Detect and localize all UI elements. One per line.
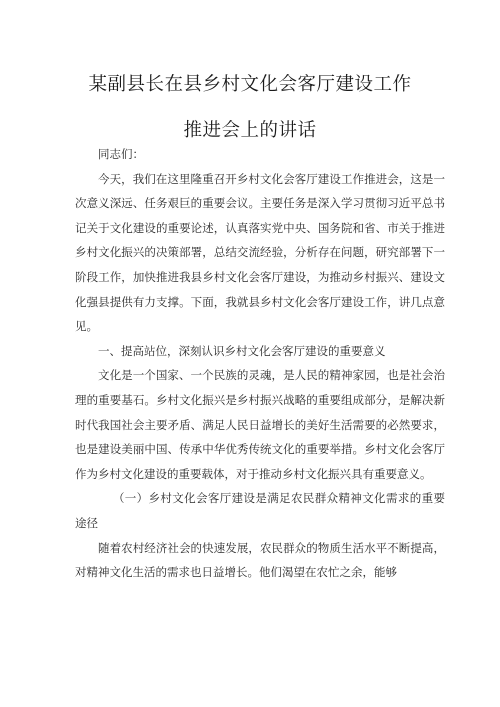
subsection-heading-1: （一）乡村文化会客厅建设是满足农民群众精神文化需求的重要途径 <box>75 491 445 530</box>
section-heading-1: 一、提高站位，深刻认识乡村文化会客厅建设的重要意义 <box>98 343 386 358</box>
document-title-line-1: 某副县长在县乡村文化会客厅建设工作 <box>88 74 412 95</box>
paragraph-subsection-1: 随着农村经济社会的快速发展，农民群众的物质生活水平不断提高，对精神文化生活的需求也日益增长。他们渴望在农忙之余，能够 <box>75 540 445 580</box>
paragraph-section-1: 文化是一个国家、一个民族的灵魂，是人民的精神家园，也是社会治理的重要基石。乡村文化振兴是乡村振兴战略的重要组成部分，是解决新时代我国社会主要矛盾、满足人民日益增长的美好生活需要的必然要求，也是建设美丽中国、传承中华优秀传统文化的重要举措。乡村文化会客厅作为乡村文化建设的重要载体，对于推动乡村文化振兴具有重要意义。 <box>75 368 445 481</box>
paragraph-intro: 今天，我们在这里隆重召开乡村文化会客厅建设工作推进会，这是一次意义深远、任务艰巨的重要会议。主要任务是深入学习贯彻习近平总书记关于文化建设的重要论述，认真落实党中央、国务院和省、市关于推进乡村文化振兴的决策部署，总结交流经验，分析存在问题，研究部署下一阶段工作，加快推进我县乡村文化会客厅建设，为推动乡村振兴、建设文化强县提供有力支撑。下面，我就县乡村文化会客厅建设工作，讲几点意见。 <box>75 171 445 334</box>
document-body <box>75 142 445 585</box>
document-title-line-2: 推进会上的讲话 <box>183 120 317 141</box>
salutation: 同志们： <box>98 147 144 161</box>
